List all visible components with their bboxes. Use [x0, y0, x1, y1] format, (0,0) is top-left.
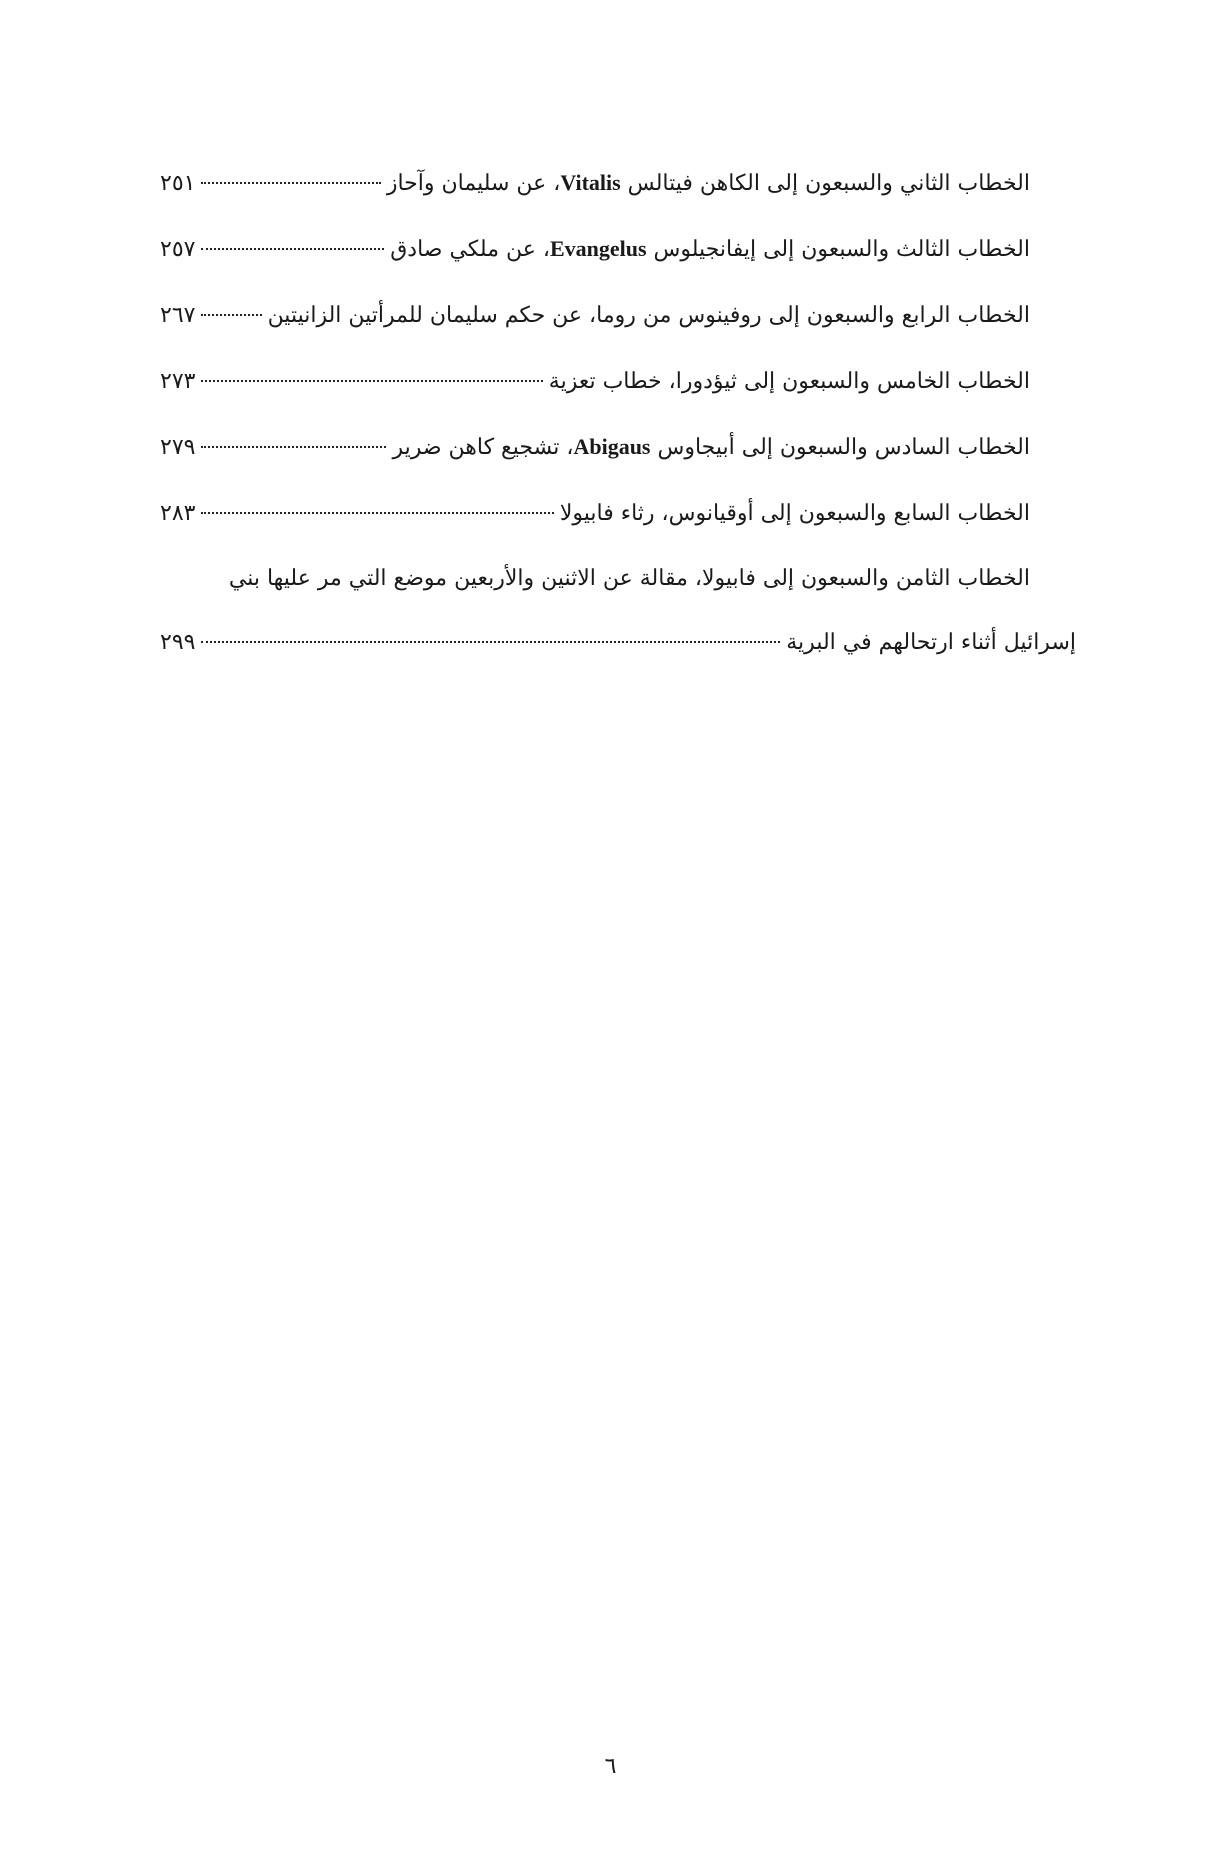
toc-entry-title: الخطاب الثالث والسبعون إلى إيفانجيلوس Evangelus، عن ملكي صادق — [390, 236, 1030, 262]
toc-entry-title: الخطاب السادس والسبعون إلى أبيجاوس Abigaus، تشجيع كاهن ضرير — [392, 434, 1030, 460]
dot-leader — [201, 248, 384, 250]
toc-entry-title-line-2: إسرائيل أثناء ارتحالهم في البرية — [786, 630, 1076, 655]
toc-entry-title: الخطاب الثاني والسبعون إلى الكاهن فيتالس Vitalis، عن سليمان وآحاز — [386, 170, 1030, 196]
toc-entry-title-line-1: الخطاب الثامن والسبعون إلى فابيولا، مقالة عن الاثنين والأربعين موضع التي مر عليها بني — [228, 566, 1030, 591]
toc-entry — [160, 366, 1030, 396]
toc-entry — [160, 498, 1030, 528]
toc-entry-multiline — [160, 564, 1076, 658]
dot-leader — [201, 380, 542, 382]
dot-leader — [201, 512, 553, 514]
toc-entry — [160, 300, 1030, 330]
toc-page-number: ٢٨٣ — [160, 501, 196, 526]
toc-entry — [160, 168, 1030, 198]
toc-page-number: ٢٧٣ — [160, 369, 196, 394]
toc-page-number: ٢٦٧ — [160, 303, 196, 328]
toc-entry — [160, 432, 1030, 462]
toc-page-number: ٢٥٧ — [160, 237, 196, 262]
table-of-contents — [160, 168, 1076, 694]
toc-entry — [160, 234, 1030, 264]
page-number-footer: ٦ — [604, 1754, 617, 1779]
toc-page-number: ٢٥١ — [160, 171, 196, 196]
toc-entry-title: الخطاب السابع والسبعون إلى أوقيانوس، رثاء فابيولا — [559, 501, 1030, 526]
dot-leader — [201, 314, 261, 316]
toc-page-number: ٢٧٩ — [160, 435, 196, 460]
dot-leader — [201, 446, 386, 448]
toc-page-number: ٢٩٩ — [160, 630, 196, 655]
toc-entry-second-line — [160, 628, 1076, 658]
dot-leader — [201, 182, 380, 184]
toc-entry-title: الخطاب الخامس والسبعون إلى ثيؤدورا، خطاب تعزية — [548, 369, 1030, 394]
toc-entry-title: الخطاب الرابع والسبعون إلى روفينوس من روما، عن حكم سليمان للمرأتين الزانيتين — [267, 303, 1030, 328]
dot-leader — [201, 641, 780, 643]
